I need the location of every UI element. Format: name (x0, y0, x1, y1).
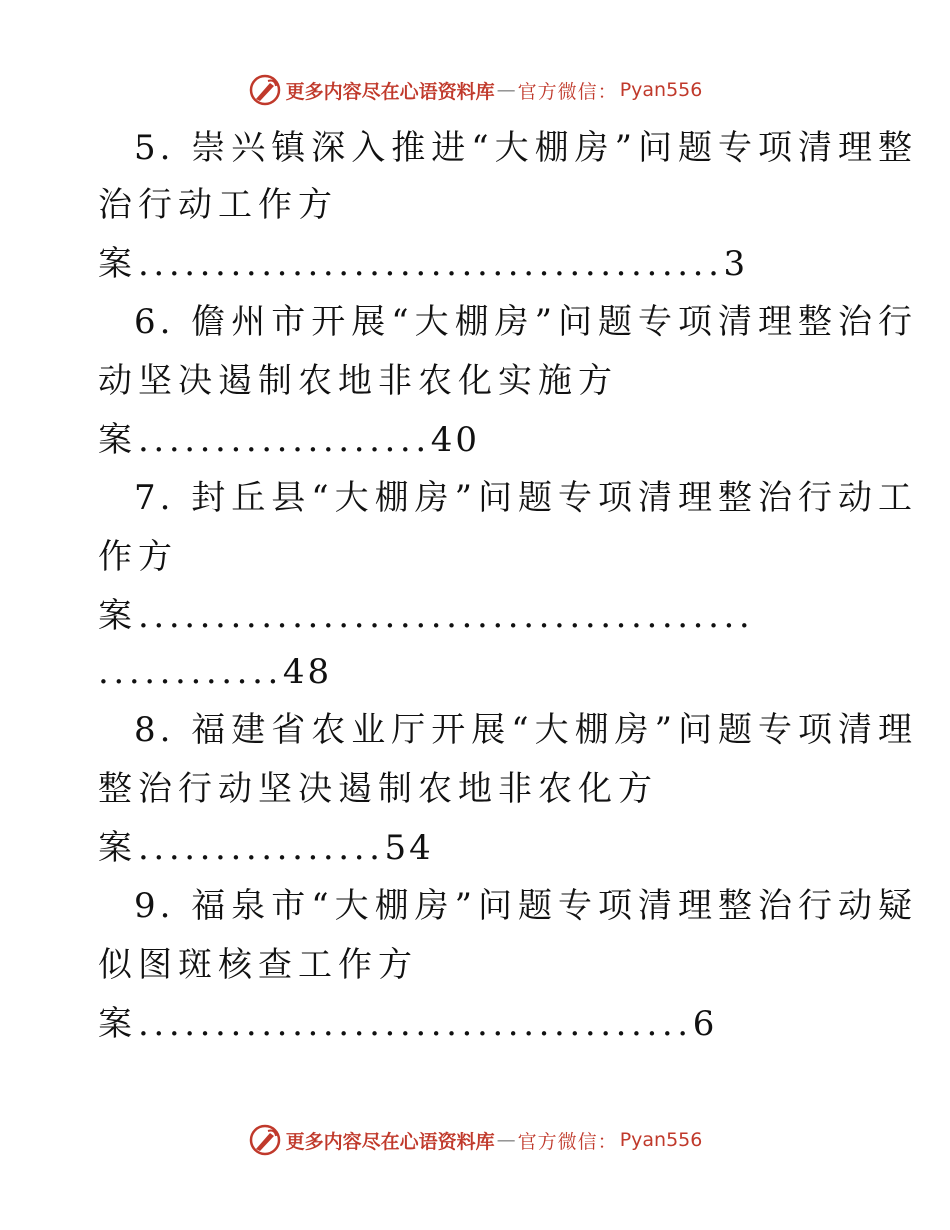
toc-entry-9-line1[interactable] (134, 886, 918, 926)
toc-entry-8-line2[interactable] (98, 769, 658, 809)
toc-entry-title: 崇兴镇深入推进“大棚房”问题专项清理整 (191, 128, 919, 168)
toc-page-number: 3 (723, 244, 749, 284)
toc-entry-title-cont: 似图斑核查工作方 (98, 945, 418, 985)
toc-entry-6-line2[interactable] (98, 361, 618, 401)
toc-entry-title: 福泉市“大棚房”问题专项清理整治行动疑 (191, 886, 919, 926)
toc-page-number: 6 (692, 1004, 718, 1044)
toc-entry-9-line3[interactable] (98, 1004, 717, 1044)
toc-entry-title: 福建省农业厅开展“大棚房”问题专项清理 (191, 710, 919, 750)
banner-title: 更多内容尽在心语资料库 (285, 1130, 495, 1153)
banner-wechat-label: 官方微信： (517, 80, 618, 103)
toc-leader-dots: ................... (138, 420, 431, 460)
banner-title: 更多内容尽在心语资料库 (285, 80, 495, 103)
toc-entry-number: 8. (134, 710, 175, 750)
toc-entry-7-line1[interactable] (134, 478, 918, 518)
pen-logo-icon (248, 73, 282, 107)
toc-page-number: 48 (282, 652, 333, 692)
banner-wechat-label: 官方微信： (517, 1130, 618, 1153)
toc-leader-dots: .................................... (138, 1004, 693, 1044)
toc-entry-8-line3[interactable] (98, 828, 434, 868)
toc-entry-last-word: 案 (98, 828, 138, 868)
toc-page-number: 40 (430, 420, 481, 460)
toc-entry-title-cont: 治行动工作方 (98, 185, 338, 225)
banner-wechat-id: Pyan556 (619, 1129, 703, 1151)
toc-leader-dots: ................ (138, 828, 385, 868)
toc-entry-7-line2[interactable] (98, 537, 178, 577)
toc-entry-number: 7. (134, 478, 175, 518)
header-banner (0, 70, 950, 110)
banner-dash: — (496, 1129, 516, 1151)
toc-entry-5-line3[interactable] (98, 244, 748, 284)
toc-entry-5-line2[interactable] (98, 185, 338, 225)
toc-entry-last-word: 案 (98, 244, 138, 284)
footer-banner (0, 1120, 950, 1160)
toc-entry-5-line1[interactable] (134, 128, 918, 168)
toc-entry-8-line1[interactable] (134, 710, 918, 750)
toc-entry-title-cont: 整治行动坚决遏制农地非农化方 (98, 769, 658, 809)
toc-entry-7-line4[interactable] (98, 652, 332, 692)
toc-entry-title-cont: 动坚决遏制农地非农化实施方 (98, 361, 618, 401)
toc-leader-dots: ............ (98, 652, 283, 692)
toc-entry-last-word: 案 (98, 1004, 138, 1044)
banner-dash: — (496, 79, 516, 101)
banner-wechat-id: Pyan556 (619, 79, 703, 101)
toc-entry-9-line2[interactable] (98, 945, 418, 985)
toc-entry-title: 封丘县“大棚房”问题专项清理整治行动工 (191, 478, 919, 518)
toc-entry-title-cont: 作方 (98, 537, 178, 577)
toc-entry-7-line3[interactable] (98, 596, 754, 636)
toc-entry-last-word: 案 (98, 596, 138, 636)
toc-entry-title: 儋州市开展“大棚房”问题专项清理整治行 (191, 302, 919, 342)
toc-leader-dots: ........................................ (138, 596, 755, 636)
toc-page-number: 54 (384, 828, 434, 868)
pen-logo-icon (248, 1123, 282, 1157)
toc-entry-number: 5. (134, 128, 175, 168)
toc-entry-last-word: 案 (98, 420, 138, 460)
toc-leader-dots: ...................................... (138, 244, 724, 284)
toc-entry-number: 9. (134, 886, 175, 926)
toc-entry-6-line1[interactable] (134, 302, 918, 342)
toc-entry-number: 6. (134, 302, 175, 342)
toc-entry-6-line3[interactable] (98, 420, 480, 460)
